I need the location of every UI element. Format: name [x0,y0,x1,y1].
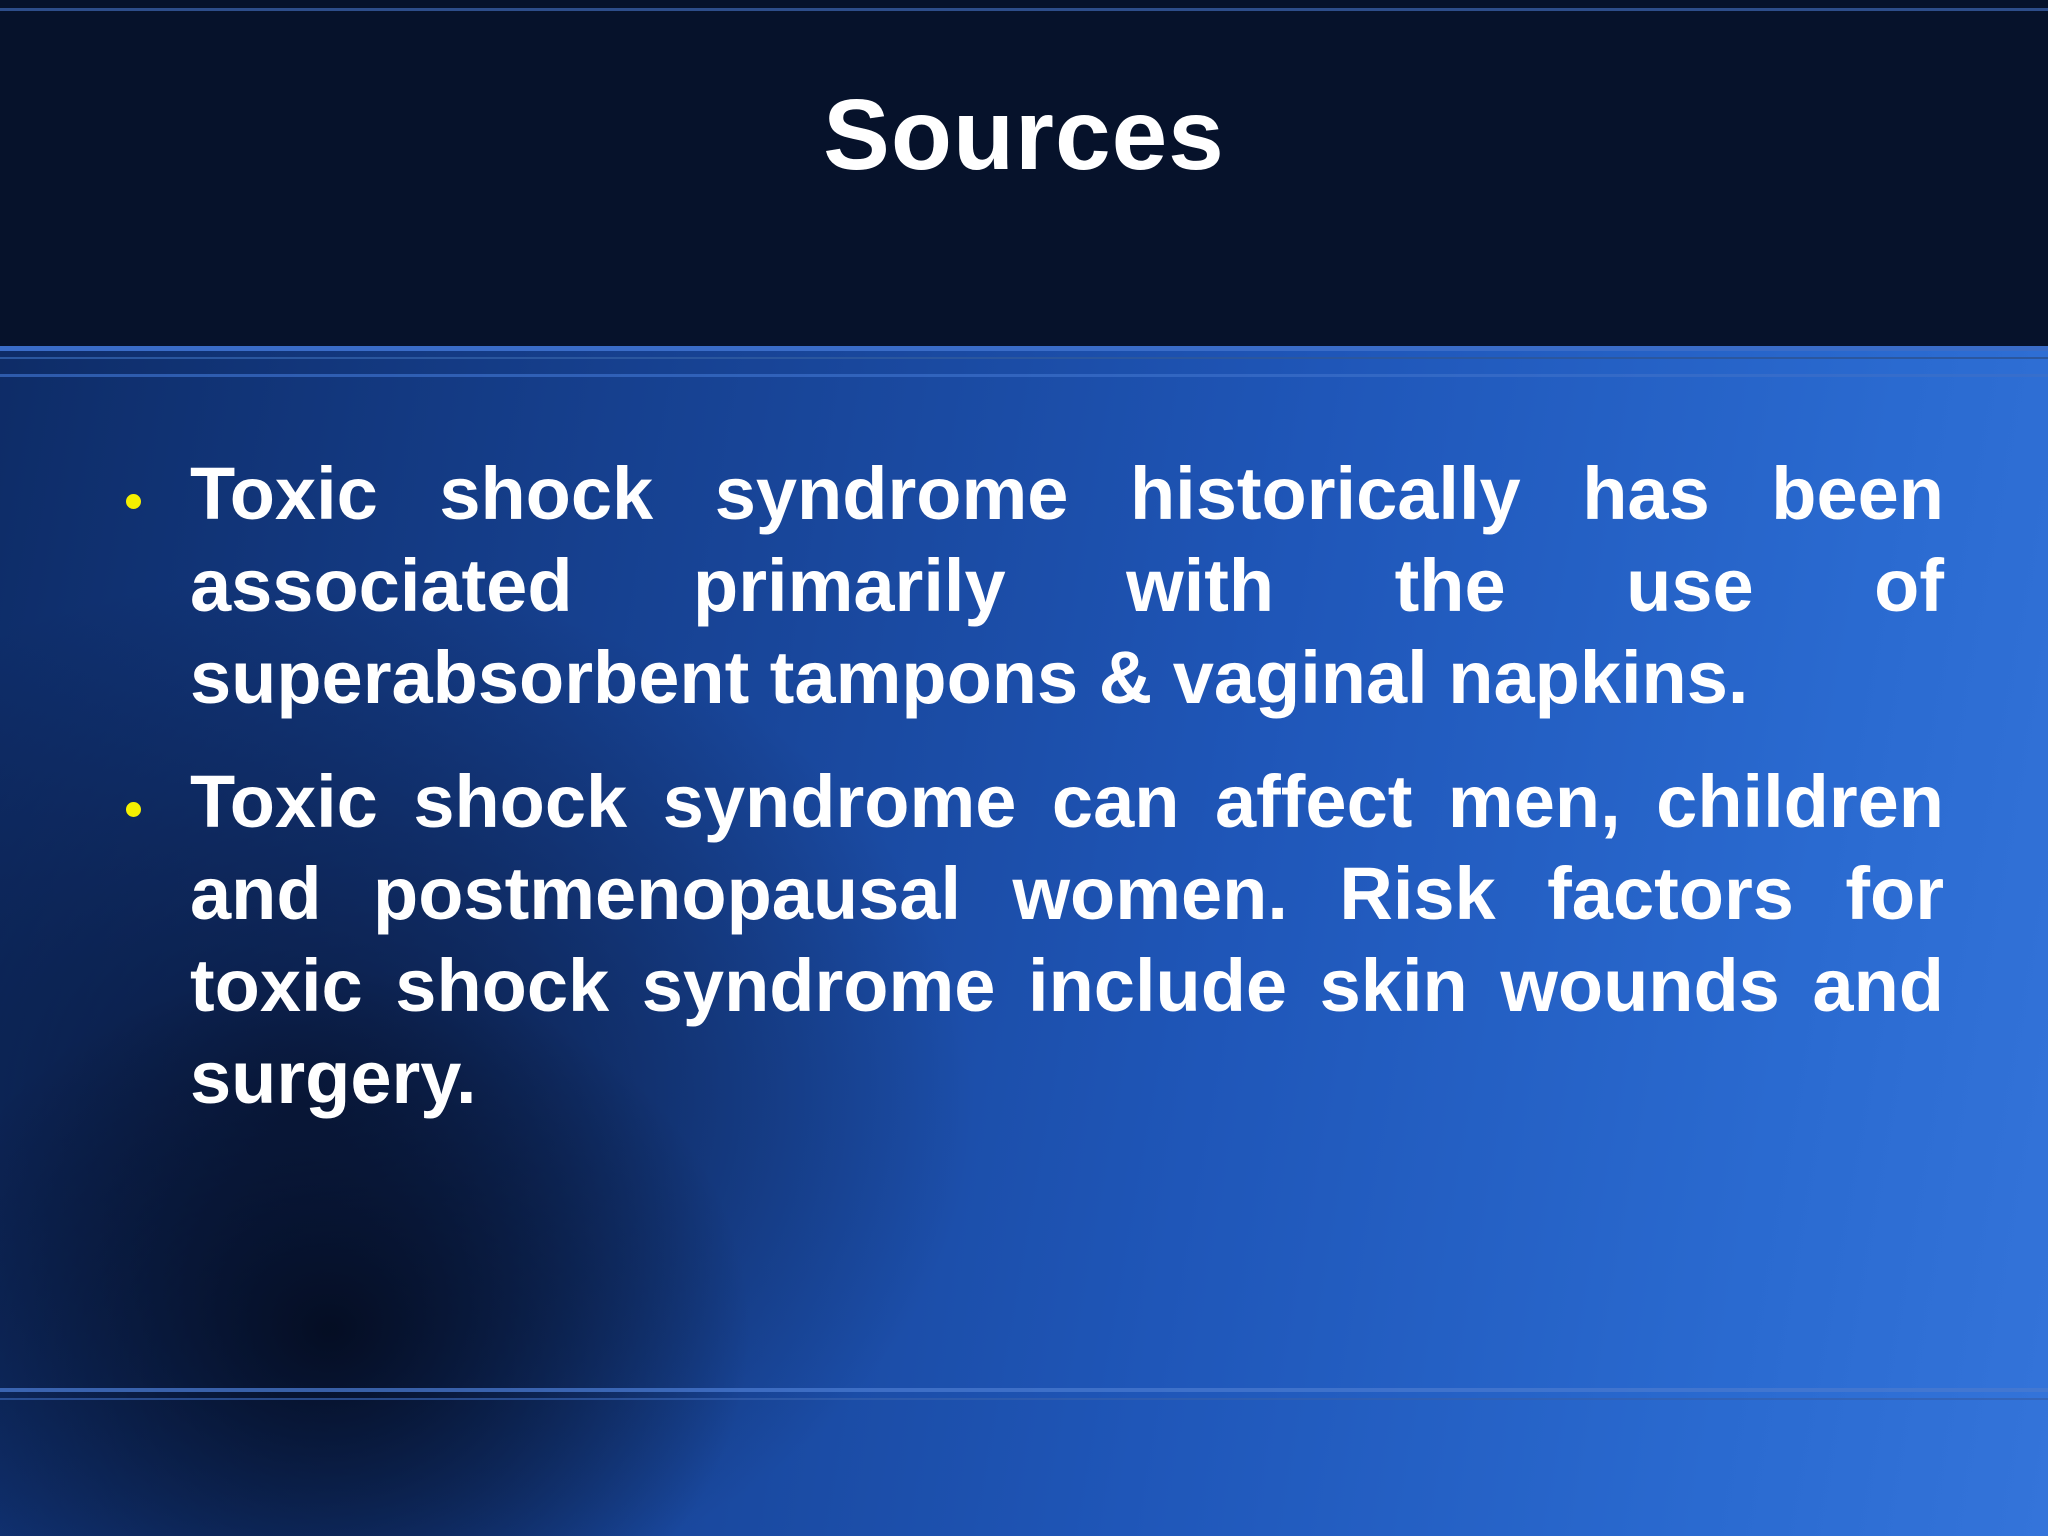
bullet-item [190,756,1944,1124]
bullet-dot-icon [126,802,141,817]
bullet-list [190,448,1944,1156]
header-divider-line [0,346,2048,351]
bullet-dot-icon [126,494,141,509]
header-divider-line [0,357,2048,359]
footer-divider-line [0,1398,2048,1400]
bullet-text: Toxic shock syndrome historically has been associated primarily with the use of superabsorbent tampons & vaginal napkins. [190,452,1944,719]
header-divider-line [0,374,2048,377]
footer-divider-line [0,1388,2048,1392]
slide-title: Sources [823,79,1225,191]
bullet-item [190,448,1944,724]
bullet-text: Toxic shock syndrome can affect men, children and postmenopausal women. Risk factors for toxic shock syndrome include skin wounds and surgery. [190,760,1944,1119]
top-divider-line [0,8,2048,11]
